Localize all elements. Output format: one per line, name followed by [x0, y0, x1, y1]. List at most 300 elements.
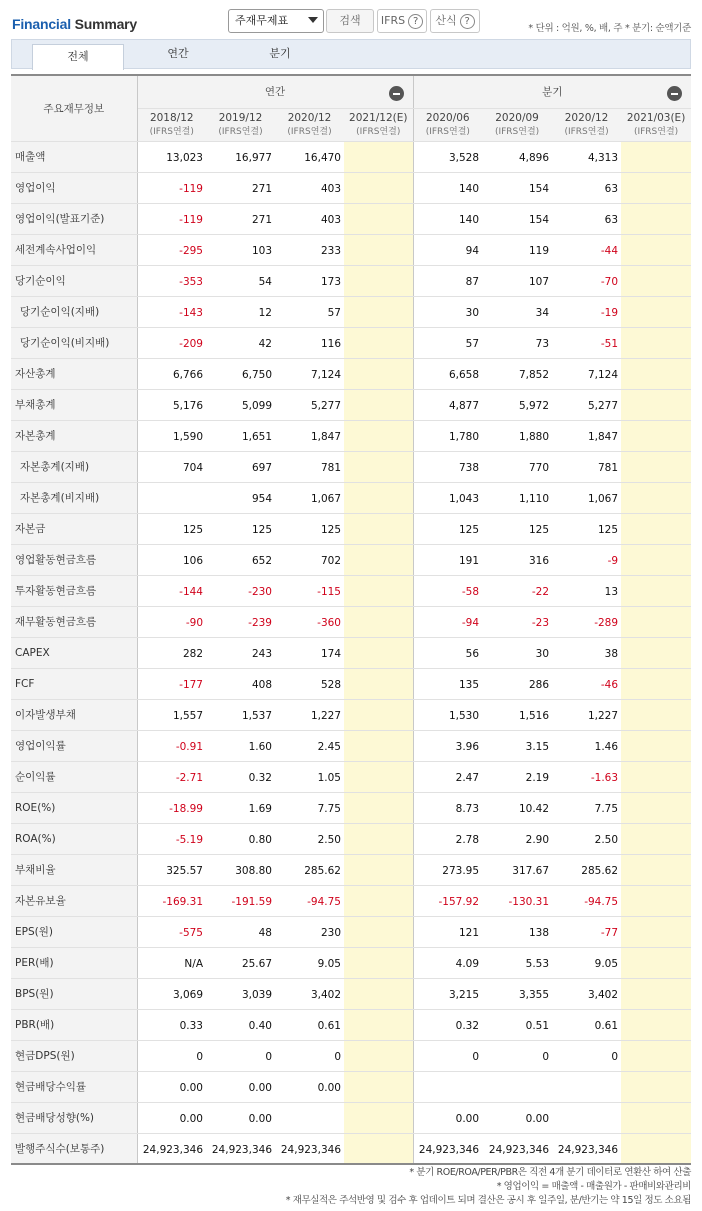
table-cell: -19 [552, 296, 621, 327]
row-label: 순이익률 [11, 761, 137, 792]
table-cell [344, 606, 413, 637]
table-cell: 738 [413, 451, 482, 482]
row-label: 자본총계(지배) [11, 451, 137, 482]
table-cell: 6,658 [413, 358, 482, 389]
table-cell: 24,923,346 [482, 1133, 552, 1164]
table-cell: 230 [275, 916, 344, 947]
period-basis: (IFRS연결) [564, 126, 609, 137]
table-cell: 3,528 [413, 141, 482, 172]
table-cell: 1,067 [275, 482, 344, 513]
period-basis: (IFRS연결) [149, 126, 194, 137]
table-cell: 125 [137, 513, 206, 544]
table-cell: 9.05 [275, 947, 344, 978]
table-cell: 0 [137, 1040, 206, 1071]
table-cell [344, 327, 413, 358]
table-cell: 106 [137, 544, 206, 575]
table-cell: 308.80 [206, 854, 275, 885]
table-row [11, 575, 691, 606]
table-cell: 0.00 [413, 1102, 482, 1133]
table-cell: 1,557 [137, 699, 206, 730]
ifrs-help-button[interactable] [377, 9, 427, 33]
table-row [11, 141, 691, 172]
table-cell [621, 606, 691, 637]
table-cell: 403 [275, 172, 344, 203]
table-row [11, 265, 691, 296]
table-row [11, 482, 691, 513]
table-cell: 286 [482, 668, 552, 699]
table-cell [621, 916, 691, 947]
table-cell: 1,227 [275, 699, 344, 730]
table-cell [621, 947, 691, 978]
table-cell: 56 [413, 637, 482, 668]
table-cell [621, 1133, 691, 1164]
period-header [275, 108, 344, 141]
annual-group-label: 연간 [264, 86, 286, 99]
table-cell [344, 358, 413, 389]
table-row [11, 451, 691, 482]
table-cell [621, 699, 691, 730]
table-cell [621, 389, 691, 420]
table-cell [621, 420, 691, 451]
table-row [11, 389, 691, 420]
row-label: 당기순이익 [11, 265, 137, 296]
table-row [11, 358, 691, 389]
table-cell: N/A [137, 947, 206, 978]
table-cell: -353 [137, 265, 206, 296]
table-cell: -209 [137, 327, 206, 358]
statement-type-select[interactable] [228, 9, 324, 33]
table-cell [621, 885, 691, 916]
table-cell [621, 327, 691, 358]
table-cell [621, 1040, 691, 1071]
table-cell [621, 203, 691, 234]
table-cell: 5,277 [552, 389, 621, 420]
table-row [11, 1009, 691, 1040]
table-cell: 54 [206, 265, 275, 296]
table-cell: 5,972 [482, 389, 552, 420]
table-cell [621, 358, 691, 389]
search-button[interactable] [326, 9, 374, 33]
question-icon: ? [460, 14, 475, 29]
chevron-down-icon [308, 17, 318, 23]
table-cell: 702 [275, 544, 344, 575]
table-cell: 271 [206, 203, 275, 234]
table-cell: -51 [552, 327, 621, 358]
table-cell: 63 [552, 172, 621, 203]
table-cell: -115 [275, 575, 344, 606]
table-cell [344, 513, 413, 544]
period-header [206, 108, 275, 141]
table-cell: 954 [206, 482, 275, 513]
period-header [482, 108, 552, 141]
table-cell [621, 482, 691, 513]
search-button-label: 검색 [339, 14, 361, 27]
row-label: 당기순이익(비지배) [11, 327, 137, 358]
table-cell: 1,537 [206, 699, 275, 730]
table-cell: 0.00 [206, 1071, 275, 1102]
table-cell: 282 [137, 637, 206, 668]
table-cell: 173 [275, 265, 344, 296]
table-cell: 1,780 [413, 420, 482, 451]
row-label: 자본유보율 [11, 885, 137, 916]
table-cell: 87 [413, 265, 482, 296]
table-cell: 770 [482, 451, 552, 482]
table-cell [344, 885, 413, 916]
table-cell [344, 1133, 413, 1164]
table-cell [344, 916, 413, 947]
table-cell [621, 265, 691, 296]
row-label: BPS(원) [11, 978, 137, 1009]
table-cell: -169.31 [137, 885, 206, 916]
table-cell [344, 637, 413, 668]
table-cell: 48 [206, 916, 275, 947]
table-cell: 1.60 [206, 730, 275, 761]
table-cell: -58 [413, 575, 482, 606]
table-cell: 781 [275, 451, 344, 482]
title-part-financial: Financial [12, 16, 71, 32]
table-cell [344, 761, 413, 792]
table-cell: 0 [206, 1040, 275, 1071]
table-cell: 5,277 [275, 389, 344, 420]
table-cell: 16,977 [206, 141, 275, 172]
row-label: PER(배) [11, 947, 137, 978]
table-cell: 5,099 [206, 389, 275, 420]
tab-quarterly[interactable]: 분기 [269, 47, 291, 60]
row-label: 영업활동현금흐름 [11, 544, 137, 575]
table-cell: 1,847 [275, 420, 344, 451]
period-label: 2020/09 [495, 111, 539, 124]
table-cell: 0.40 [206, 1009, 275, 1040]
table-row [11, 327, 691, 358]
table-row [11, 730, 691, 761]
table-cell [552, 1071, 621, 1102]
period-basis: (IFRS연결) [633, 126, 679, 137]
table-cell: 7.75 [552, 792, 621, 823]
table-cell [413, 1071, 482, 1102]
table-cell: 697 [206, 451, 275, 482]
table-cell [621, 1071, 691, 1102]
table-cell [621, 1009, 691, 1040]
table-cell: 1,067 [552, 482, 621, 513]
table-cell: 30 [413, 296, 482, 327]
table-cell: 24,923,346 [275, 1133, 344, 1164]
table-row [11, 1102, 691, 1133]
corner-label: 주요재무정보 [11, 75, 137, 141]
period-label: 2021/03(E) [626, 111, 686, 124]
table-cell: 7,124 [275, 358, 344, 389]
table-cell: -9 [552, 544, 621, 575]
table-cell: 24,923,346 [413, 1133, 482, 1164]
table-cell [344, 978, 413, 1009]
table-cell: -94 [413, 606, 482, 637]
table-cell: 154 [482, 172, 552, 203]
table-cell: 42 [206, 327, 275, 358]
row-label: 재무활동현금흐름 [11, 606, 137, 637]
table-row [11, 1133, 691, 1164]
table-cell: -0.91 [137, 730, 206, 761]
table-cell: 25.67 [206, 947, 275, 978]
footnote: * 영업이익 = 매출액 - 매출원가 - 판매비와관리비 [496, 1181, 691, 1192]
table-cell: -230 [206, 575, 275, 606]
table-cell: 4,313 [552, 141, 621, 172]
table-cell [344, 420, 413, 451]
table-cell [621, 544, 691, 575]
tab-all[interactable]: 전체 [32, 44, 124, 70]
table-cell: 2.45 [275, 730, 344, 761]
table-cell: 13,023 [137, 141, 206, 172]
table-cell: 116 [275, 327, 344, 358]
table-row [11, 296, 691, 327]
row-label: 세전계속사업이익 [11, 234, 137, 265]
table-cell: 408 [206, 668, 275, 699]
table-cell: 781 [552, 451, 621, 482]
table-cell: -44 [552, 234, 621, 265]
row-label: 영업이익률 [11, 730, 137, 761]
table-row [11, 637, 691, 668]
table-row [11, 1071, 691, 1102]
table-cell [621, 978, 691, 1009]
collapse-annual-icon[interactable] [389, 86, 404, 101]
row-label: FCF [11, 668, 137, 699]
period-label: 2019/12 [218, 111, 263, 124]
period-label: 2018/12 [149, 111, 194, 124]
table-cell: 0.32 [206, 761, 275, 792]
table-cell [344, 823, 413, 854]
table-cell [621, 823, 691, 854]
row-label: 영업이익(발표기준) [11, 203, 137, 234]
table-cell [621, 761, 691, 792]
table-cell: -295 [137, 234, 206, 265]
table-cell: 2.90 [482, 823, 552, 854]
table-row [11, 699, 691, 730]
table-cell [621, 451, 691, 482]
table-cell: 0 [482, 1040, 552, 1071]
table-cell [621, 575, 691, 606]
table-cell: 140 [413, 203, 482, 234]
table-cell: 2.47 [413, 761, 482, 792]
period-basis: (IFRS연결) [287, 126, 332, 137]
table-cell: 174 [275, 637, 344, 668]
table-cell: 3,355 [482, 978, 552, 1009]
table-cell: -191.59 [206, 885, 275, 916]
table-cell: 12 [206, 296, 275, 327]
table-cell [621, 1102, 691, 1133]
table-cell: 528 [275, 668, 344, 699]
table-cell: 1.69 [206, 792, 275, 823]
table-cell: 10.42 [482, 792, 552, 823]
page-title [12, 16, 137, 32]
table-cell [344, 544, 413, 575]
table-cell: -289 [552, 606, 621, 637]
table-cell: 57 [275, 296, 344, 327]
table-cell: -94.75 [552, 885, 621, 916]
table-cell: -239 [206, 606, 275, 637]
row-label: 현금배당수익률 [11, 1071, 137, 1102]
top-bar [0, 0, 702, 40]
table-cell: 103 [206, 234, 275, 265]
table-cell [621, 730, 691, 761]
table-cell: 316 [482, 544, 552, 575]
table-cell: 3,402 [552, 978, 621, 1009]
table-cell [621, 141, 691, 172]
table-row [11, 1040, 691, 1071]
table-row [11, 172, 691, 203]
period-label: 2020/12 [564, 111, 609, 124]
table-cell [344, 141, 413, 172]
table-cell: -5.19 [137, 823, 206, 854]
period-basis: (IFRS연결) [356, 126, 401, 137]
row-label: 부채총계 [11, 389, 137, 420]
table-row [11, 513, 691, 544]
table-cell: 140 [413, 172, 482, 203]
table-cell: 0.33 [137, 1009, 206, 1040]
table-cell: 38 [552, 637, 621, 668]
table-cell: -130.31 [482, 885, 552, 916]
table-cell: 233 [275, 234, 344, 265]
table-cell: -2.71 [137, 761, 206, 792]
period-header [621, 108, 691, 141]
table-cell: 63 [552, 203, 621, 234]
table-cell [344, 482, 413, 513]
table-row [11, 761, 691, 792]
table-cell: 125 [552, 513, 621, 544]
table-cell [344, 792, 413, 823]
table-cell: 119 [482, 234, 552, 265]
table-cell: 3,215 [413, 978, 482, 1009]
table-cell: 3,402 [275, 978, 344, 1009]
table-cell [344, 296, 413, 327]
row-label: ROA(%) [11, 823, 137, 854]
table-cell: -575 [137, 916, 206, 947]
table-cell: -94.75 [275, 885, 344, 916]
footnotes [286, 1166, 691, 1208]
row-label: 매출액 [11, 141, 137, 172]
table-row [11, 420, 691, 451]
table-cell [621, 296, 691, 327]
quarter-group-label: 분기 [542, 86, 563, 99]
table-cell: 2.78 [413, 823, 482, 854]
table-row [11, 792, 691, 823]
table-row [11, 947, 691, 978]
table-cell: 273.95 [413, 854, 482, 885]
quarter-group-header [413, 75, 691, 108]
table-cell: -143 [137, 296, 206, 327]
table-cell: 5,176 [137, 389, 206, 420]
table-cell: 0.00 [137, 1071, 206, 1102]
table-cell: 1,530 [413, 699, 482, 730]
table-cell: -70 [552, 265, 621, 296]
table-cell: 0 [275, 1040, 344, 1071]
table-cell: 94 [413, 234, 482, 265]
table-cell: 4,896 [482, 141, 552, 172]
table-cell: -23 [482, 606, 552, 637]
table-cell: -22 [482, 575, 552, 606]
table-cell: 6,750 [206, 358, 275, 389]
row-label: 자본금 [11, 513, 137, 544]
annual-group-header [137, 75, 413, 108]
period-header [344, 108, 413, 141]
table-cell: 135 [413, 668, 482, 699]
table-cell: 24,923,346 [137, 1133, 206, 1164]
question-icon: ? [408, 14, 423, 29]
table-cell: 107 [482, 265, 552, 296]
table-row [11, 203, 691, 234]
table-cell [137, 482, 206, 513]
period-label: 2021/12(E) [349, 111, 408, 124]
table-cell [344, 1009, 413, 1040]
table-cell: 0.61 [275, 1009, 344, 1040]
unit-note: * 단위 : 억원, %, 배, 주 * 분기: 순액기준 [528, 23, 691, 34]
table-row [11, 544, 691, 575]
table-cell: 0 [552, 1040, 621, 1071]
period-tabs [11, 39, 691, 69]
table-cell [344, 1040, 413, 1071]
table-cell: 2.50 [552, 823, 621, 854]
table-cell: 16,470 [275, 141, 344, 172]
table-cell: 4.09 [413, 947, 482, 978]
table-cell: 2.19 [482, 761, 552, 792]
row-label: 자본총계 [11, 420, 137, 451]
table-cell: 2.50 [275, 823, 344, 854]
statement-type-value: 주재무제표 [235, 14, 289, 27]
table-cell: 3.96 [413, 730, 482, 761]
table-cell: 0.51 [482, 1009, 552, 1040]
table-cell: 30 [482, 637, 552, 668]
row-label: 영업이익 [11, 172, 137, 203]
table-cell: 317.67 [482, 854, 552, 885]
row-label: 이자발생부채 [11, 699, 137, 730]
table-cell [552, 1102, 621, 1133]
table-cell [482, 1071, 552, 1102]
table-cell [344, 451, 413, 482]
table-cell: -77 [552, 916, 621, 947]
period-header [137, 108, 206, 141]
row-label: EPS(원) [11, 916, 137, 947]
footnote: * 분기 ROE/ROA/PER/PBR은 직전 4개 분기 데이터로 연환산 하여 산출 [409, 1167, 691, 1178]
table-cell: 704 [137, 451, 206, 482]
table-cell: 6,766 [137, 358, 206, 389]
table-cell: -18.99 [137, 792, 206, 823]
table-cell: 0.80 [206, 823, 275, 854]
table-cell: -360 [275, 606, 344, 637]
table-cell: 5.53 [482, 947, 552, 978]
tab-annual[interactable]: 연간 [167, 47, 189, 60]
row-label: 현금DPS(원) [11, 1040, 137, 1071]
table-cell: 13 [552, 575, 621, 606]
row-label: 부채비율 [11, 854, 137, 885]
period-label: 2020/06 [425, 111, 470, 124]
table-cell [344, 947, 413, 978]
table-cell: 125 [413, 513, 482, 544]
table-cell: 0.00 [137, 1102, 206, 1133]
table-cell: -144 [137, 575, 206, 606]
table-cell: 121 [413, 916, 482, 947]
row-label: 투자활동현금흐름 [11, 575, 137, 606]
table-cell [344, 575, 413, 606]
table-cell: 0.00 [206, 1102, 275, 1133]
table-cell: 1,651 [206, 420, 275, 451]
table-cell: 0.00 [482, 1102, 552, 1133]
table-cell [344, 699, 413, 730]
table-cell: 3,039 [206, 978, 275, 1009]
collapse-quarter-icon[interactable] [667, 86, 682, 101]
table-cell: 73 [482, 327, 552, 358]
table-cell [621, 792, 691, 823]
table-cell [344, 234, 413, 265]
formula-help-button[interactable] [430, 9, 480, 33]
table-row [11, 885, 691, 916]
table-row [11, 978, 691, 1009]
